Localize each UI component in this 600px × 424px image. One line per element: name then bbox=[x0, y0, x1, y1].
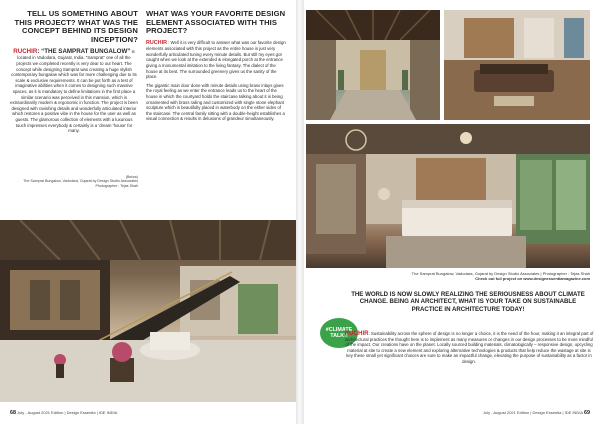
answer-3 bbox=[344, 331, 594, 365]
interviewee-name: RUCHIR bbox=[13, 48, 38, 56]
answer-2 bbox=[146, 40, 288, 80]
interview-column-2 bbox=[146, 10, 288, 125]
climate-talk-badge: #CLIMATE TALK!! bbox=[320, 318, 358, 348]
footer-issue-text: July - August 2021 Edition | Design Essentia | IDE INDIA bbox=[482, 410, 583, 415]
question-heading-2: WHAT WAS YOUR FAVORITE DESIGN ELEMENT ASSOCIATED WITH THIS PROJECT? bbox=[146, 9, 286, 36]
answer-1 bbox=[10, 48, 138, 133]
interviewee-name: RUCHIR bbox=[146, 39, 167, 46]
lounge-photo bbox=[444, 10, 590, 120]
photo-credit: The Samprat Bungalow, Vadodara, Gujarat by Design Studio Associates | Photographer : Tejas Shah bbox=[411, 271, 590, 276]
photo-caption-left: (Below) The Samprat Bungalow, Vadodara, Gujarat by Design Studio Associates Photographer : Tejas Shah bbox=[23, 175, 138, 188]
answer-3-text: : Sustainability across the sphere of design is no longer a choice, it is the need of the hour, making it an integral part of architectural practices the thought here is to implement as many measures or changes in our design processes to be more mindful of the impact. Our creations have on the planet. Locally sourced building materials, climatologically – responsive design, upcycling material at site to create a new element and exploring alternative technologies & products that help reduce the wastage at site is key these small yet significant choices are sure to make an impactful change, elevating the purpose of sustainability as a factor in design. bbox=[345, 331, 594, 364]
answer-lead: RUCHIR: “THE SAMPRAT BUNGALOW” bbox=[13, 48, 131, 56]
footer-right bbox=[483, 410, 590, 416]
answer-2-continued: The gigantic main door done with minute details using brass inlays gives the royal feeling as we enter the entrance leads us to the heart of the house in which the courtyard holds the staircase talking about it is being ornamented with brass railing and customized with single stone elephant sculpture which is beautifully placed in waterbody on the either sides of the staircase. The central family sitting with a double-height establishes a visual connection & results in delusions of grandeur simultaneously. bbox=[146, 82, 285, 122]
right-page bbox=[304, 0, 600, 424]
page-gutter bbox=[296, 0, 304, 424]
atrium-staircase-photo bbox=[0, 220, 296, 402]
footer-issue-text: July - August 2021 Edition | Design Essentia | IDE INDIA bbox=[17, 410, 118, 415]
page-number: 69 bbox=[584, 410, 590, 416]
atrium-staircase-illustration bbox=[0, 220, 296, 402]
answer-2-text: : Well it is very difficult to answer what was our favorite design elements associated with this project as the entire house is just very wonderfully articulated tuning every minute details. But still my eyes got caught when we look at the extended & elongated porch at the entrance giving a monumental imitation to the living fantasy. The dialect of the house at its best. The surrounded greenery gives us the sanity of the place. bbox=[146, 39, 286, 80]
answer-1-text: is located in Vadodara, Gujarat, India. “Samprat” one of all the projects we completed recently is very dear to our heart. The concept while designing Samprat was creating a huge stylish contemporary bungalow which was far more challenging due to its scale & exclusive requirements. It can be put forth as a test of imaginative abilities when it comes to designing such massive spaces, as it is mandatory to define limitations in the first place a similar scenario was perceived in this mansion, which is extraordinarily modern & ergonomic in function. The project is been designed with ravishing details and wonderfully articulated interior which restores a positive vibe in the house for the user as well as guests. The glamorous collection of elements with a luxurious touch impresses everybody & certainly is a ‘dream ‘house’ for many. bbox=[10, 49, 138, 134]
entrance-porch-illustration bbox=[306, 10, 440, 120]
lounge-illustration bbox=[444, 10, 590, 120]
photo-caption-right bbox=[306, 271, 590, 281]
interviewee-name: RUCHIR bbox=[344, 330, 369, 337]
entrance-porch-photo bbox=[306, 10, 440, 120]
page-number: 68 bbox=[10, 410, 16, 416]
project-link[interactable]: Check out full project on www.designessentiamagazine.com bbox=[475, 276, 590, 281]
bedroom-illustration bbox=[306, 124, 590, 268]
question-heading-3: THE WORLD IS NOW SLOWLY REALIZING THE SERIOUSNESS ABOUT CLIMATE CHANGE. BEING AN ARCHITECT, WHAT IS YOUR TAKE ON SUSTAINABLE PRACTICE IN ARCHITECTURE TODAY! bbox=[351, 291, 585, 313]
bedroom-photo bbox=[306, 124, 590, 268]
footer-left bbox=[10, 410, 117, 416]
left-page bbox=[0, 0, 296, 424]
question-heading-1: TELL US SOMETHING ABOUT THIS PROJECT? WHAT WAS THE CONCEPT BEHIND ITS DESIGN INCEPTION? bbox=[14, 9, 138, 44]
interview-column-1 bbox=[10, 10, 138, 137]
